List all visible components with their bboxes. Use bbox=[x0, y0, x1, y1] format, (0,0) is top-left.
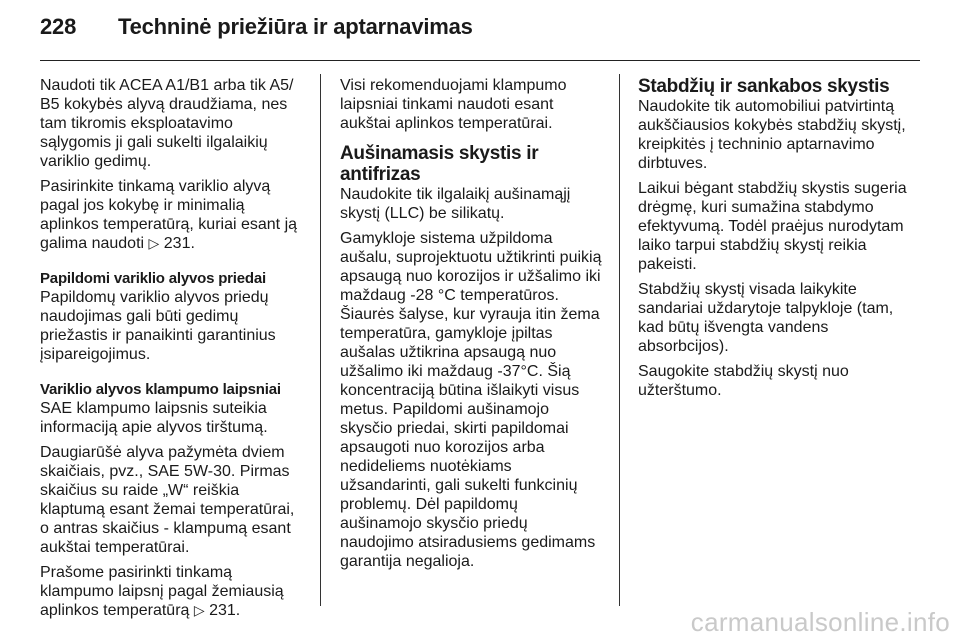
page-reference-link[interactable]: 231. bbox=[163, 235, 195, 252]
paragraph: Papildomų variklio alyvos priedų naudojimas gali būti gedimų priežastis ir panaikinti garantinius įsipareigojimus. bbox=[40, 289, 276, 363]
section-heading-brake-fluid: Stabdžių ir sankabos skystis bbox=[638, 76, 890, 97]
subheading-viscosity: Variklio alyvos klampumo laipsniai bbox=[40, 381, 281, 398]
paragraph: Gamykloje sistema užpildoma aušalu, suprojektuotu užtikrinti puikią apsaugą nuo korozijos ir užšalimo iki maždaug -28 °C temperatūros. Šiaurės šalyse, kur vyrauja itin žema temperatūra, gamykloje įpiltas aušalas užtikrina apsaugą nuo užšalimo iki maždaug -37°C. Šią koncentraciją būtina išlaikyti visus metus. Papildomi aušinamojo skysčio priedai, skirti papildomai apsaugoti nuo korozijos arba nedideliems nuotėkiams užsandarinti, gali sukelti funkcinių problemų. Dėl papildomų aušinamojo skysčio priedų naudojimo atsiradusiems gedimams garantija negalioja. bbox=[340, 230, 602, 570]
paragraph: Naudoti tik ACEA A1/B1 arba tik A5/ B5 kokybės alyvą draudžiama, nes tam tikromis eksploatavimo sąlygomis ji gali sukelti ilgalaikių variklio gedimų. bbox=[40, 77, 294, 170]
page-reference-icon: ▷ bbox=[193, 602, 205, 618]
paragraph: Visi rekomenduojami klampumo laipsniai tinkami naudoti esant aukštai aplinkos temperatūrai. bbox=[340, 77, 567, 132]
section-heading-coolant: Aušinamasis skystis ir antifrizas bbox=[340, 143, 539, 185]
paragraph: Prašome pasirinkti tinkamą klampumo laipsnį pagal žemiausią aplinkos temperatūrą ▷ 231. bbox=[40, 564, 284, 619]
page-title: Techninė priežiūra ir aptarnavimas bbox=[118, 14, 473, 39]
page-reference-icon: ▷ bbox=[148, 235, 160, 251]
paragraph: Pasirinkite tinkamą variklio alyvą pagal jos kokybę ir minimalią aplinkos temperatūrą, kuriai esant ją galima naudoti ▷ 231. bbox=[40, 178, 298, 252]
paragraph: Saugokite stabdžių skystį nuo užterštumo. bbox=[638, 363, 849, 399]
column-divider-2 bbox=[619, 74, 620, 606]
page-number: 228 bbox=[40, 14, 77, 39]
column-3 bbox=[638, 76, 908, 406]
paragraph: Laikui bėgant stabdžių skystis sugeria drėgmę, kuri sumažina stabdymo efektyvumą. Todėl praėjus nurodytam laiko tarpui stabdžių skystį reikia pakeisti. bbox=[638, 180, 907, 273]
column-divider-1 bbox=[320, 74, 321, 606]
subheading-additives: Papildomi variklio alyvos priedai bbox=[40, 270, 266, 287]
page-reference-link[interactable]: 231. bbox=[209, 602, 241, 619]
paragraph: Daugiarūšė alyva pažymėta dviem skaičiais, pvz., SAE 5W-30. Pirmas skaičius su raide „W“ reiškia klaptumą esant žemai temperatūrai, o antras skaičius - klampumą esant aukštai temperatūrai. bbox=[40, 444, 295, 556]
paragraph: SAE klampumo laipsnis suteikia informaciją apie alyvos tirštumą. bbox=[40, 400, 268, 436]
column-2 bbox=[340, 76, 602, 577]
paragraph: Naudokite tik automobiliui patvirtintą aukščiausios kokybės stabdžių skystį, kreipkitės į techninio aptarnavimo dirbtuves. bbox=[638, 98, 906, 172]
watermark: carmanualsonline.info bbox=[690, 607, 950, 637]
column-1 bbox=[40, 76, 302, 626]
page-header bbox=[40, 14, 920, 54]
header-rule bbox=[40, 60, 920, 61]
paragraph: Stabdžių skystį visada laikykite sandariai uždarytoje talpykloje (tam, kad būtų išvengta vandens absorbcijos). bbox=[638, 281, 894, 355]
paragraph: Naudokite tik ilgalaikį aušinamąjį skystį (LLC) be silikatų. bbox=[340, 186, 571, 222]
